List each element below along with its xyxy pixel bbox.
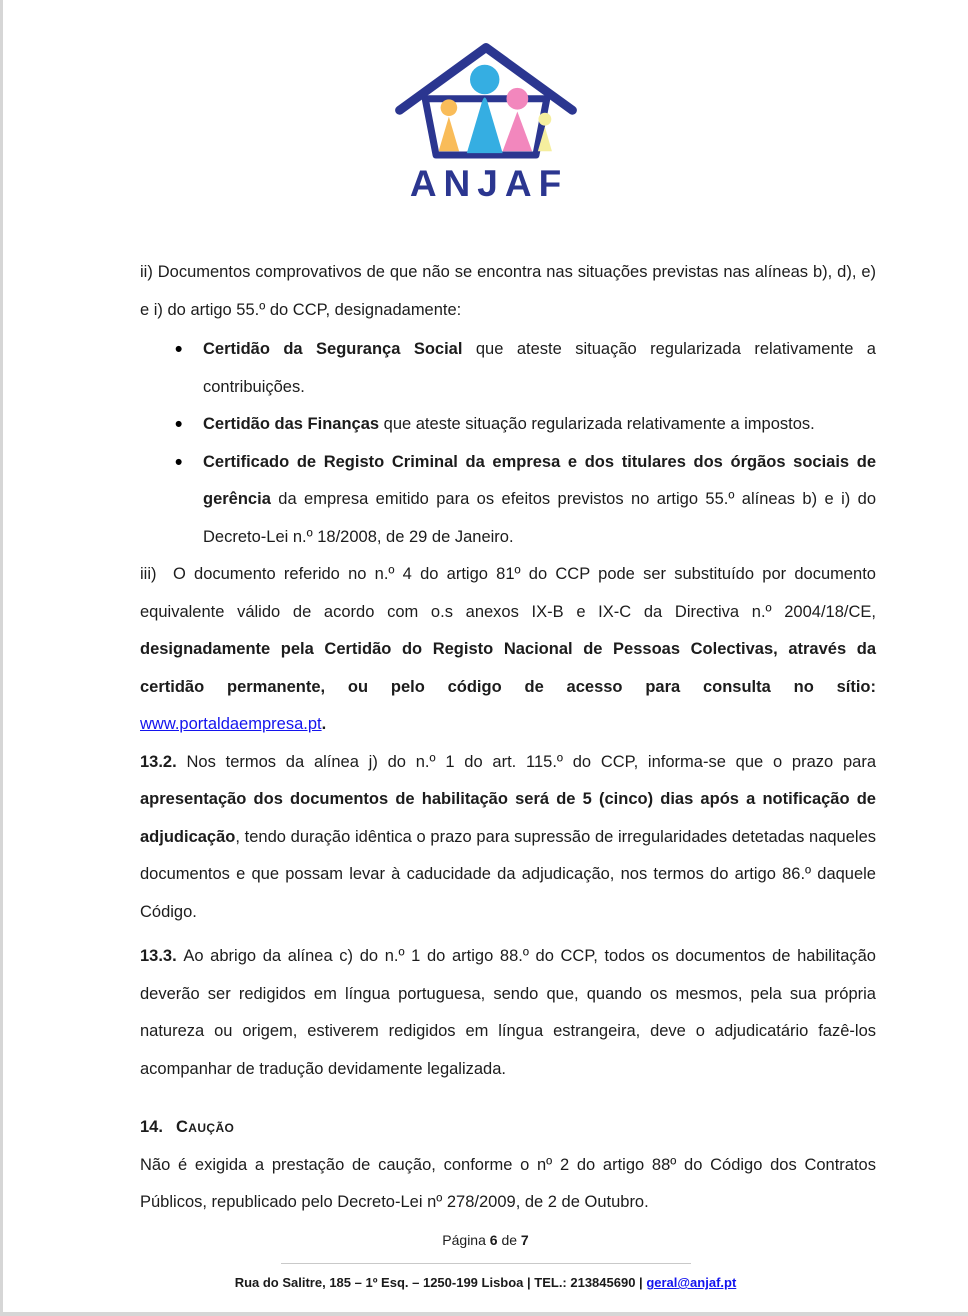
brand-wordmark: ANJAF: [409, 163, 569, 204]
house-family-logo-icon: [390, 36, 582, 164]
paragraph-ii-text: ii) Documentos comprovativos de que não se encontra nas situações previstas nas alíneas b), d), e) e i) do artigo 55.º do CCP, designadamente:: [140, 263, 876, 319]
paragraph-13-2-text-1: Nos termos da alínea j) do n.º 1 do art. 115.º do CCP, informa-se que o prazo para: [176, 752, 876, 771]
bullet-lead: Certidão das Finanças: [203, 415, 380, 433]
paragraph-iii: [140, 556, 876, 744]
paragraph-13-3: [140, 938, 876, 1088]
anjaf-logo: [3, 0, 968, 204]
current-page-number: 6: [489, 1232, 498, 1248]
document-body: [140, 254, 876, 1222]
paragraph-14: [140, 1147, 876, 1222]
section-13-3-number: 13.3.: [140, 947, 177, 965]
paragraph-iii-normal: iii) O documento referido no n.º 4 do artigo 81º do CCP pode ser substituído por documento equivalente válido de acordo com o.s anexos IX-B e IX-C da Directiva n.º 2004/18/CE,: [140, 565, 876, 621]
paragraph-ii: [140, 254, 876, 329]
section-14-number: 14.: [140, 1118, 163, 1136]
bullet-item-financas: [140, 406, 876, 444]
paragraph-iii-tail: .: [321, 715, 327, 733]
bullet-lead: Certificado de Registo Criminal da empresa e dos titulares dos órgãos sociais de gerência: [203, 452, 876, 508]
address-text: Rua do Salitre, 185 – 1º Esq. – 1250-199 Lisboa | TEL.: 213845690 |: [234, 1275, 647, 1290]
section-13-2-number: 13.2.: [140, 752, 177, 771]
bullet-lead: Certidão da Segurança Social: [203, 340, 463, 358]
page-number-line: [3, 1232, 968, 1248]
bullet-rest: que ateste situação regularizada relativamente a contribuições.: [203, 340, 876, 396]
paragraph-13-2-text-2: , tendo duração idêntica o prazo para supressão de irregularidades detetadas naqueles documentos e que possam levar à caducidade da adjudicação, nos termos do artigo 86.º daquele Código.: [140, 827, 876, 921]
bullet-item-seguranca-social: [140, 331, 876, 406]
paragraph-13-2-bold: apresentação dos documentos de habilitação será de 5 (cinco) dias após a notificação de adjudicação: [140, 790, 876, 846]
habilitation-bullet-list: [140, 331, 876, 556]
section-14-heading: [140, 1109, 876, 1147]
page-word: Página: [442, 1232, 486, 1248]
section-14-title: Caução: [175, 1118, 235, 1136]
footer-divider: [281, 1263, 691, 1264]
paragraph-13-2: [140, 744, 876, 932]
paragraph-13-3-text: Ao abrigo da alínea c) do n.º 1 do artigo 88.º do CCP, todos os documentos de habilitação deverão ser redigidos em língua portuguesa, sendo que, quando os mesmos, pela sua própria natureza ou origem, estiverem redigidos em língua estrangeira, deve o adjudicatário fazê-los acompanhar de tradução devidamente legalizada.: [140, 947, 876, 1078]
bullet-rest: que ateste situação regularizada relativamente a impostos.: [379, 415, 815, 433]
bullet-rest: da empresa emitido para os efeitos previstos no artigo 55.º alíneas b) e i) do Decreto-Lei n.º 18/2008, de 29 de Janeiro.: [203, 490, 876, 546]
email-link[interactable]: geral@anjaf.pt: [646, 1275, 737, 1290]
portal-da-empresa-link[interactable]: www.portaldaempresa.pt: [140, 715, 322, 733]
of-word: de: [501, 1232, 518, 1248]
bullet-item-registo-criminal: [140, 444, 876, 557]
footer-address-line: [3, 1275, 968, 1290]
total-page-number: 7: [520, 1232, 529, 1248]
page-footer: [3, 1232, 968, 1290]
paragraph-iii-bold: designadamente pela Certidão do Registo Nacional de Pessoas Colectivas, através da certidão permanente, ou pelo código de acesso para consulta no sítio:: [140, 640, 876, 696]
paragraph-14-text: Não é exigida a prestação de caução, conforme o nº 2 do artigo 88º do Código dos Contratos Públicos, republicado pelo Decreto-Lei nº 278/2009, de 2 de Outubro.: [140, 1155, 876, 1211]
